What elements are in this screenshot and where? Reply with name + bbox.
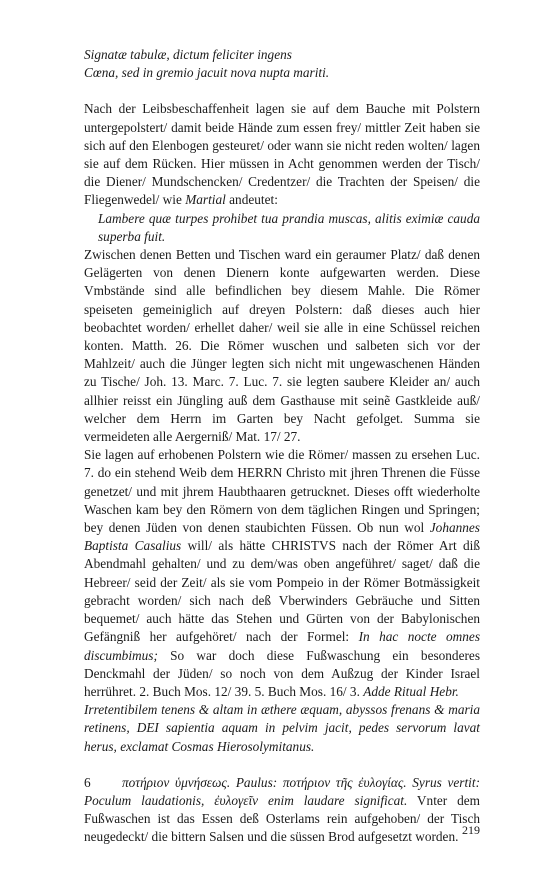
paragraph-washing-end: So war doch diese Fußwaschung ein besonderes Denckmahl der Jüden/ so noch von dem Außzug der Kinder Israel herrühret. 2. Buch Mos. 12/ 39. 5. Buch Mos. 16/ 3. [84,647,480,699]
paragraph-customs: Zwischen denen Betten und Tischen ward ein geraumer Platz/ daß denen Gelägerten von denen Dienern konte aufgewarten werden. Diese Vmbstände sind alle befindlichen bey diesem Mahle. Die Römer speiseten gemeiniglich auf dreyen Polstern: daß dieses auch hier beobachtet worden/ erhellet daher/ weil sie alle in eine Schüssel reichen konten. Matth. 26. Die Römer wuschen und salbeten sich vor der Mahlzeit/ auch die Jünger legten sich nicht mit ungewaschenen Händen zu Tische/ Joh. 13. Marc. 7. Luc. 7. sie legten saubere Kleider an/ auch allhier reisst ein Jüngling auß dem Gasthause mit seinẽ Gastkleide auß/ welcher dem Herrn im Garten bey Nacht gefolget. Summa sie vermeideten alle Aergerniß/ Mat. 17/ 27. [84,247,480,445]
spacer [84,82,480,100]
cosmas-quote: Irretentibilem tenens & altam in æthere æquam, abyssos frenans & maria retinens, DEI sapientia aquam in pelvim jacit, pedes servorum lavat herus, exclamat Cosmas Hierosolymitanus. [84,702,480,754]
martial-quote: Lambere quæ turpes prohibet tua prandia muscas, alitis eximiæ cauda superba fuit. [98,210,480,244]
verse-line-2: Cœna, sed in gremio jacuit nova nupta mariti. [84,65,330,81]
paragraph-washing [84,446,480,701]
paragraph-washing-middle: will/ als hätte CHRISTVS nach der Römer Art diß Abendmahl gehalten/ und zu dem/was oben angeführet/ saget/ daß die Hebreer/ seid der Zeit/ als sie vom Pompeio in der Römer Botmässigkeit gebracht worden/ sich nach deß Vberwinders Gebräuche und Sitten bequemet/ auch hätte das Stehen und Gürten von der Babylonischen Gefängniß her aufgehöret/ nach der Formel: [84,538,481,645]
paragraph-posture-end: andeutet: [225,192,278,208]
spacer [84,756,480,774]
text-block [84,46,480,847]
ritual-reference: Adde Ritual Hebr. [363,683,459,699]
note-6 [84,774,480,847]
author-name-casalius: Johannes Baptista Casalius [84,520,480,554]
paragraph-posture-text: Nach der Leibsbeschaffenheit lagen sie auf dem Bauche mit Polstern untergepolstert/ damit beide Hände zum essen frey/ mittler Zeit haben sie sich auf den Elenbogen gesteuret/ oder wann sie nicht reden wolten/ lagen sie auf dem Rücken. Hier müssen in Acht genommen werden der Tisch/ die Diener/ Mundschencken/ Credentzer/ die Trachten der Speisen/ die Fliegenwedel/ wie [84,101,480,208]
author-name-martial: Martial [185,192,226,208]
note-greek-latin: ποτήριον ὑμνήσεως. Paulus: ποτήριον τῆς ἐυλογίας. Syrus vertit: Poculum laudationis, ἐυλογεῖν enim laudare significat. [84,774,480,808]
note-number: 6 [84,774,91,790]
epigram-verse [84,46,480,82]
latin-formula: In hac nocte omnes discumbimus; [84,629,480,663]
page-number: 219 [462,823,480,837]
paragraph-washing-text: Sie lagen auf erhobenen Polstern wie die Römer/ massen zu ersehen Luc. 7. do ein stehend Weib dem HERRN Christo mit jhren Threnen die Füsse genetzet/ und mit jhrem Haubthaaren getrucknet. Dieses offt wiederholte Waschen kam bey den Römern von dem täglichen Ringen und Springen; bey denen Jüden von denen staubichten Füssen. Ob nun wol [84,447,480,536]
paragraph-posture [84,100,480,209]
verse-line-1: Signatæ tabulæ, dictum feliciter ingens [84,47,292,62]
note-text: Vnter dem Fußwaschen ist das Essen deß Osterlams rein aufgehoben/ der Tisch neugedeckt/ die bittern Salsen und die süssen Brod aufgesetzt worden. [84,792,481,845]
